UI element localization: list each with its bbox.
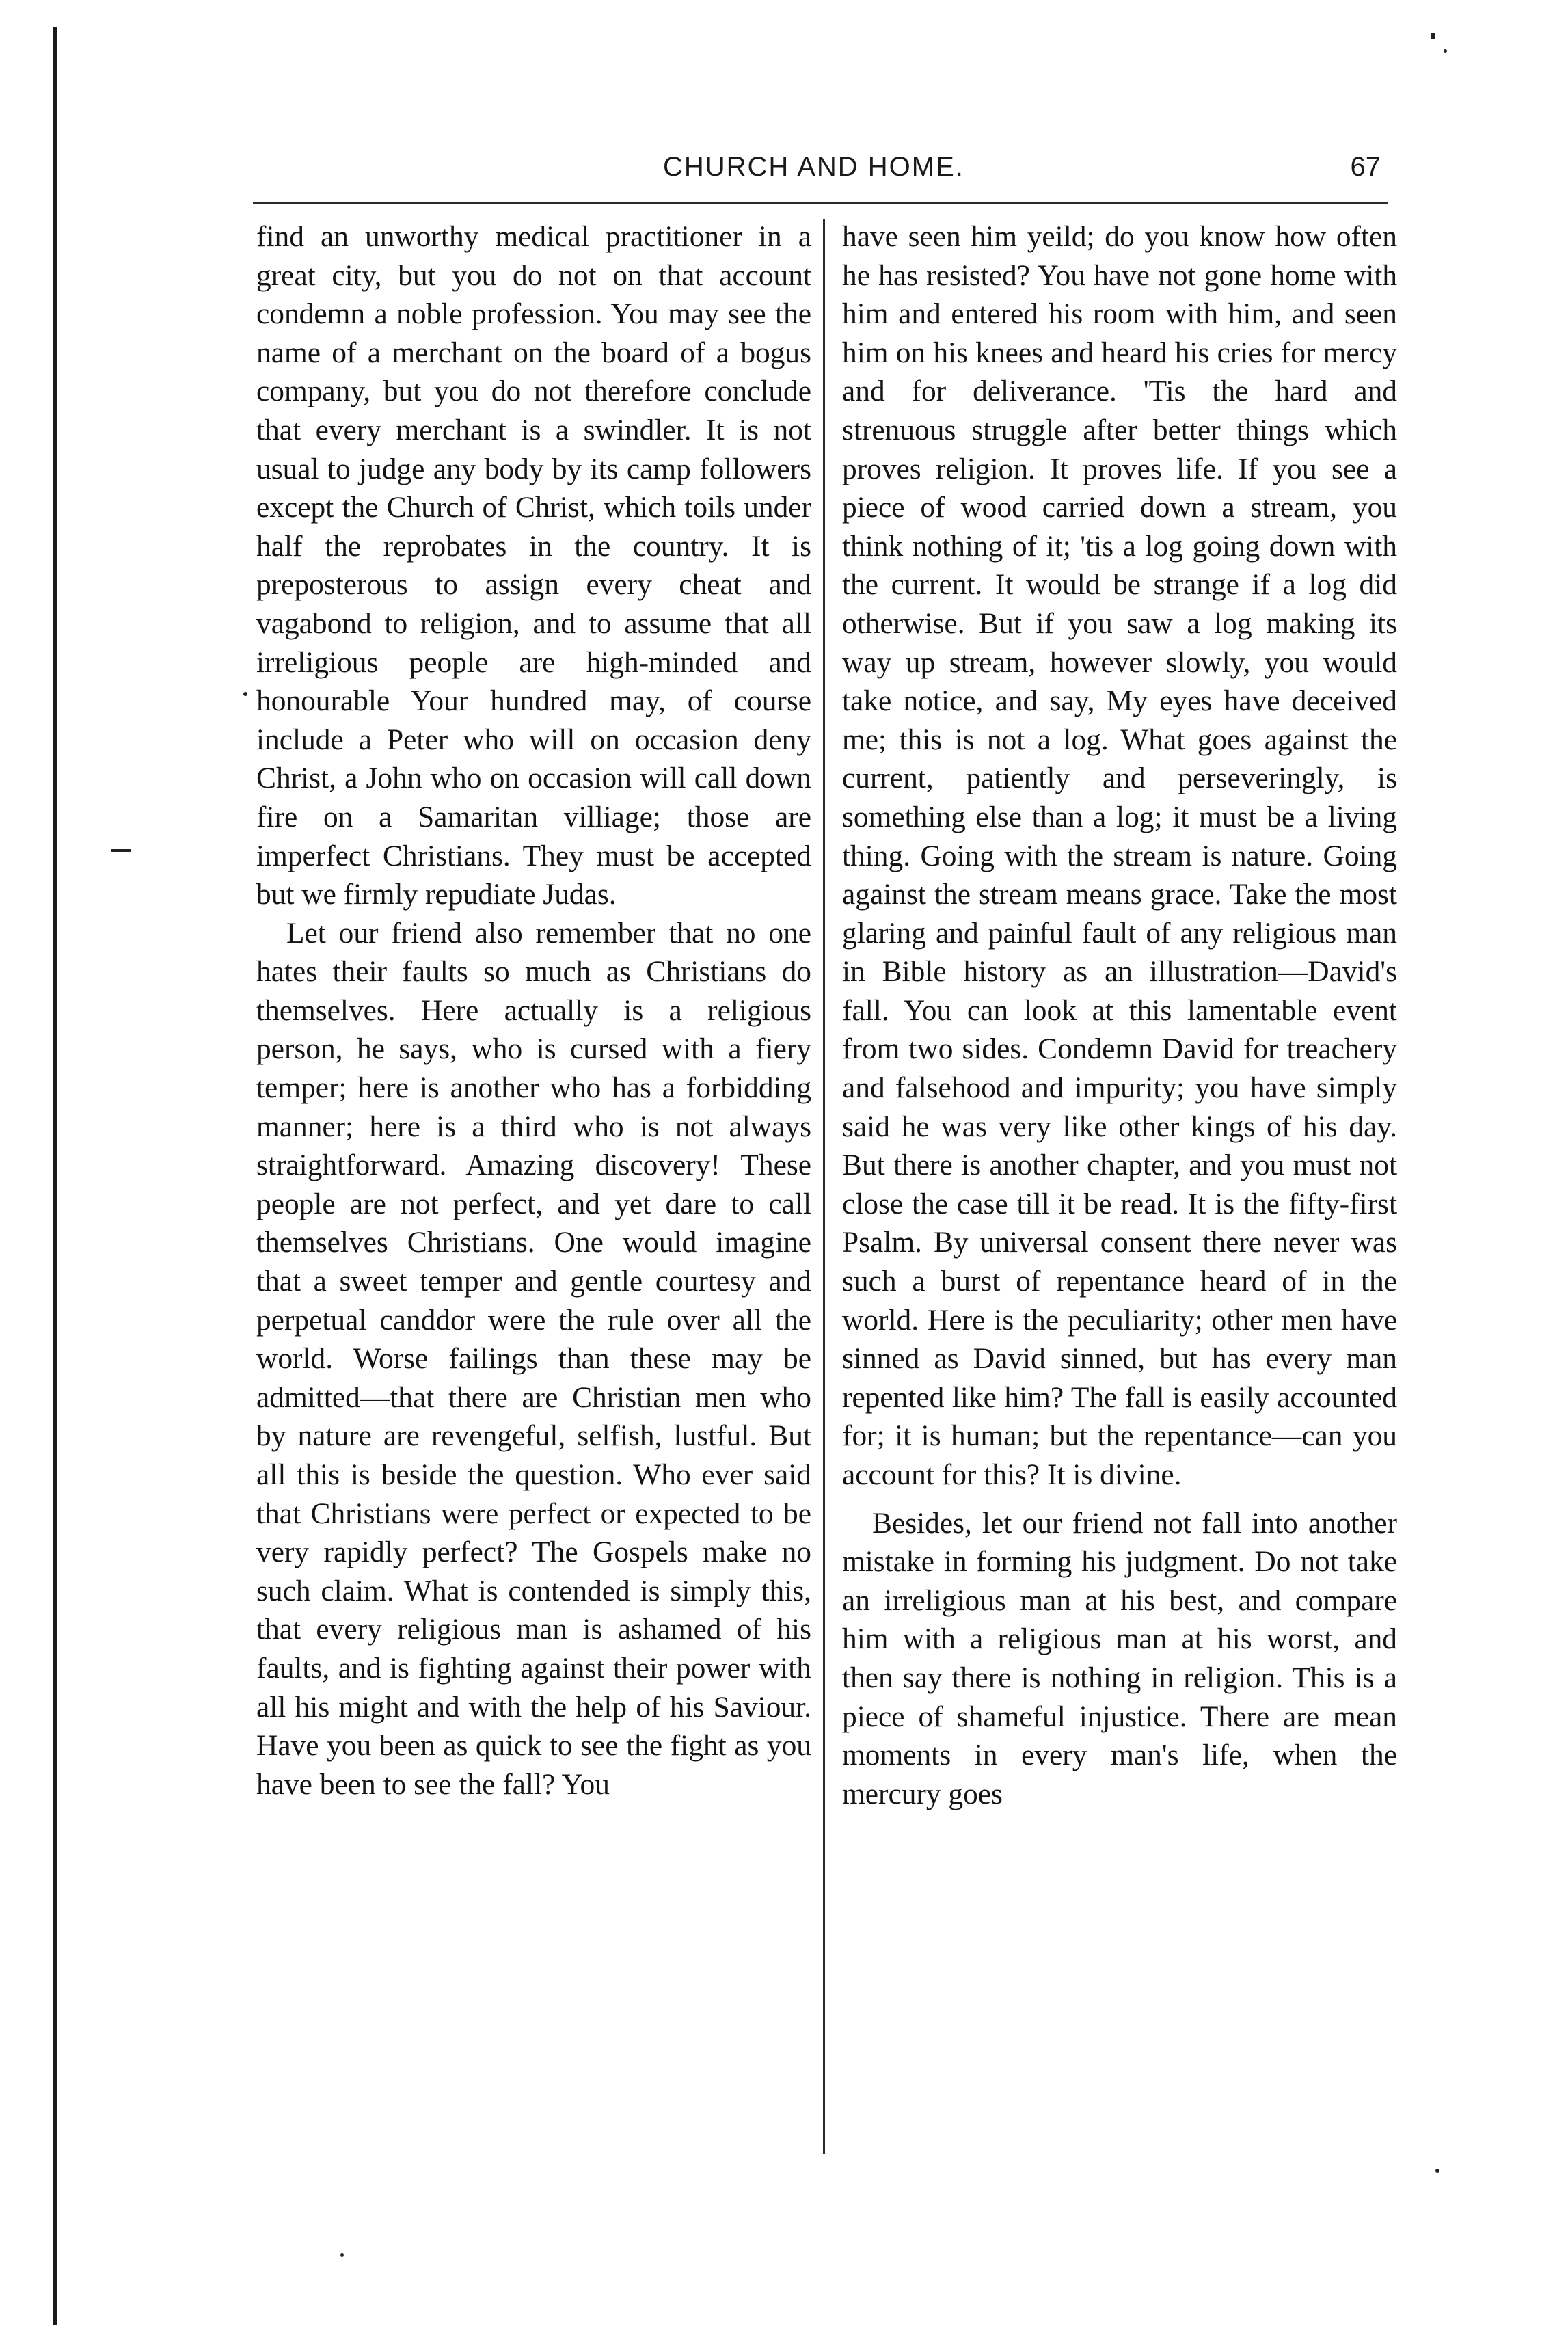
margin-dot: [1431, 33, 1435, 39]
running-head: [260, 152, 1381, 193]
column-divider: [823, 219, 825, 2154]
right-column: [842, 217, 1397, 1813]
margin-dot: [1435, 2169, 1439, 2173]
margin-dash: [111, 849, 131, 852]
paragraph: find an unworthy medical practitioner in a great city, but you do not on that account condemn a noble profession. You may see the name of a merchant on the board of a bogus company, but you do not therefore conclude that every merchant is a swindler. It is not usual to judge any body by its camp followers except the Church of Christ, which toils under half the reprobates in the country. It is preposterous to assign every cheat and vagabond to religion, and to assume that all irreligious people are high-minded and honourable Your hundred may, of course include a Peter who will on occasion deny Christ, a John who on occasion will call down fire on a Samaritan villiage; those are imperfect Christians. They must be accepted but we firmly repudiate Judas.: [256, 220, 811, 911]
header-rule: [253, 202, 1388, 204]
margin-dot: [243, 692, 247, 696]
margin-dot: [340, 2253, 344, 2257]
paragraph: Let our friend also remember that no one hates their faults so much as Christians do themselves. Here actually is a religious person, he says, who is cursed with a fiery temper; here is another who has a forbidding manner; here is a third who is not always straightforward. Amazing discovery! These people are not perfect, and yet dare to call themselves Christians. One would imagine that a sweet temper and gentle courtesy and perpetual canddor were the rule over all the world. Worse failings than these may be admitted—that there are Christian men who by nature are revengeful, selfish, lustful. But all this is beside the question. Who ever said that Christians were perfect or expected to be very rapidly perfect? The Gospels make no such claim. What is contended is simply this, that every religious man is ashamed of his faults, and is fighting against their power with all his might and with the help of his Saviour. Have you been as quick to see the fight as you have been to see the fall? You: [256, 916, 811, 1801]
left-column: [256, 217, 811, 1804]
paragraph: have seen him yeild; do you know how often he has resisted? You have not gone home with him and entered his room with him, and seen him on his knees and heard his cries for mercy and for deliverance. 'Tis the hard and strenuous struggle after better things which proves religion. It proves life. If you see a piece of wood carried down a stream, you think nothing of it; 'tis a log going down with the current. It would be strange if a log did otherwise. But if you saw a log making its way up stream, however slowly, you would take notice, and say, My eyes have deceived me; this is not a log. What goes against the current, patiently and perseveringly, is something else than a log; it must be a living thing. Going with the stream is nature. Going against the stream means grace. Take the most glaring and painful fault of any religious man in Bible history as an illustration—David's fall. You can look at this lamentable event from two sides. Condemn David for treachery and falsehood and impurity; you have simply said he was very like other kings of his day. But there is another chapter, and you must not close the case till it be read. It is the fifty-first Psalm. By universal consent there never was such a burst of repentance heard of in the world. Here is the peculiarity; other men have sinned as David sinned, but has every man repented like him? The fall is easily accounted for; it is human; but the repentance—can you account for this? It is divine.: [842, 220, 1397, 1491]
page-number: 67: [1350, 152, 1381, 182]
running-title: CHURCH AND HOME.: [663, 152, 964, 182]
margin-dot: [1444, 49, 1447, 53]
binding-edge: [53, 27, 57, 2325]
paragraph: Besides, let our friend not fall into another mistake in forming his judgment. Do not take an irreligious man at his best, and compare him with a religious man at his worst, and then say there is nothing in religion. This is a piece of shameful injustice. There are mean moments in every man's life, when the mercury goes: [842, 1506, 1397, 1810]
